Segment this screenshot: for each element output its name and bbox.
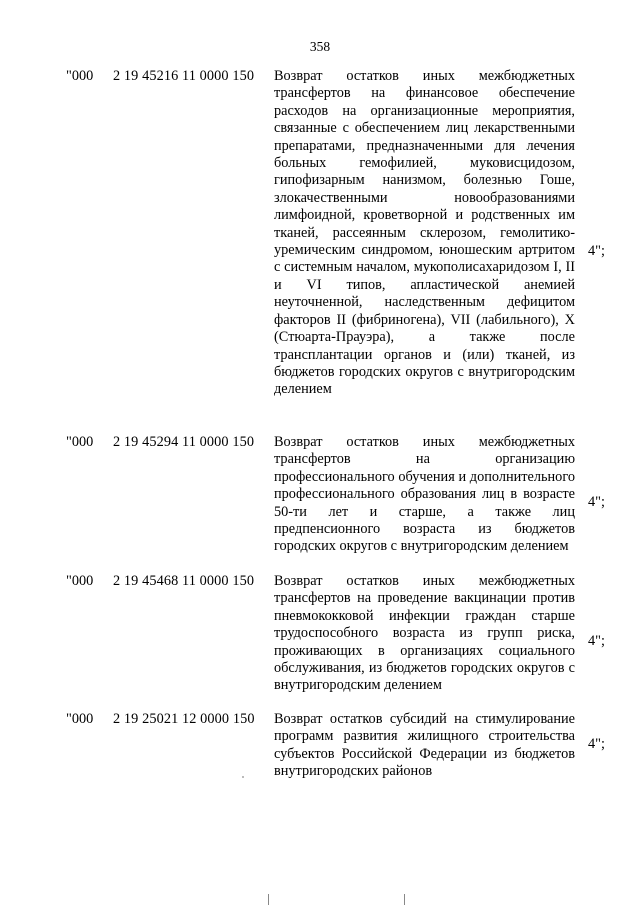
budget-code: 2 19 25021 12 0000 150	[113, 711, 255, 727]
code-prefix: "000	[66, 434, 94, 450]
scan-edge-mark	[404, 894, 405, 905]
row-description: Возврат остатков субсидий на стимулирование программ развития жилищного строительства субъектов Российской Федерации из бюджетов внутригородских районов	[274, 711, 575, 780]
row-description: Возврат остатков иных межбюджетных трансфертов на финансовое обеспечение расходов на организационные мероприятия, связанные с обеспечением лиц лекарственными препаратами, предназначенными для лечения больных гемофилией, муковисцидозом, гипофизарным нанизмом, болезнью Гоше, злокачественными новообразованиями лимфоидной, кроветворной и родственных им тканей, рассеянным склерозом, гемолитико-уремическим синдромом, юношеским артритом с системным началом, мукополисахаридозом I, II и VI типов, апластической анемией неуточненной, наследственным дефицитом факторов II (фибриногена), VII (лабильного), X (Стюарта-Прауэра), а также после трансплантации органов и (или) тканей, из бюджетов городских округов с внутригородским делением	[274, 68, 575, 398]
scan-edge-mark	[268, 894, 269, 905]
page-number: 358	[309, 39, 331, 54]
budget-code: 2 19 45468 11 0000 150	[113, 573, 255, 589]
row-suffix: 4";	[588, 633, 605, 649]
code-prefix: "000	[66, 573, 94, 589]
row-suffix: 4";	[588, 736, 605, 752]
budget-code: 2 19 45294 11 0000 150	[113, 434, 255, 450]
row-description: Возврат остатков иных межбюджетных трансфертов на проведение вакцинации против пневмококковой инфекции граждан старше трудоспособного возраста из групп риска, проживающих в организациях социального обслуживания, из бюджетов городских округов с внутригородским делением	[274, 573, 575, 694]
scan-speck	[242, 776, 244, 778]
code-prefix: "000	[66, 68, 94, 84]
code-prefix: "000	[66, 711, 94, 727]
row-description: Возврат остатков иных межбюджетных трансфертов на организацию профессионального обучения и дополнительного профессионального образования лиц в возрасте 50-ти лет и старше, а также лиц предпенсионного возраста из бюджетов городских округов с внутригородским делением	[274, 434, 575, 555]
row-suffix: 4";	[588, 243, 605, 259]
row-suffix: 4";	[588, 494, 605, 510]
budget-code: 2 19 45216 11 0000 150	[113, 68, 255, 84]
